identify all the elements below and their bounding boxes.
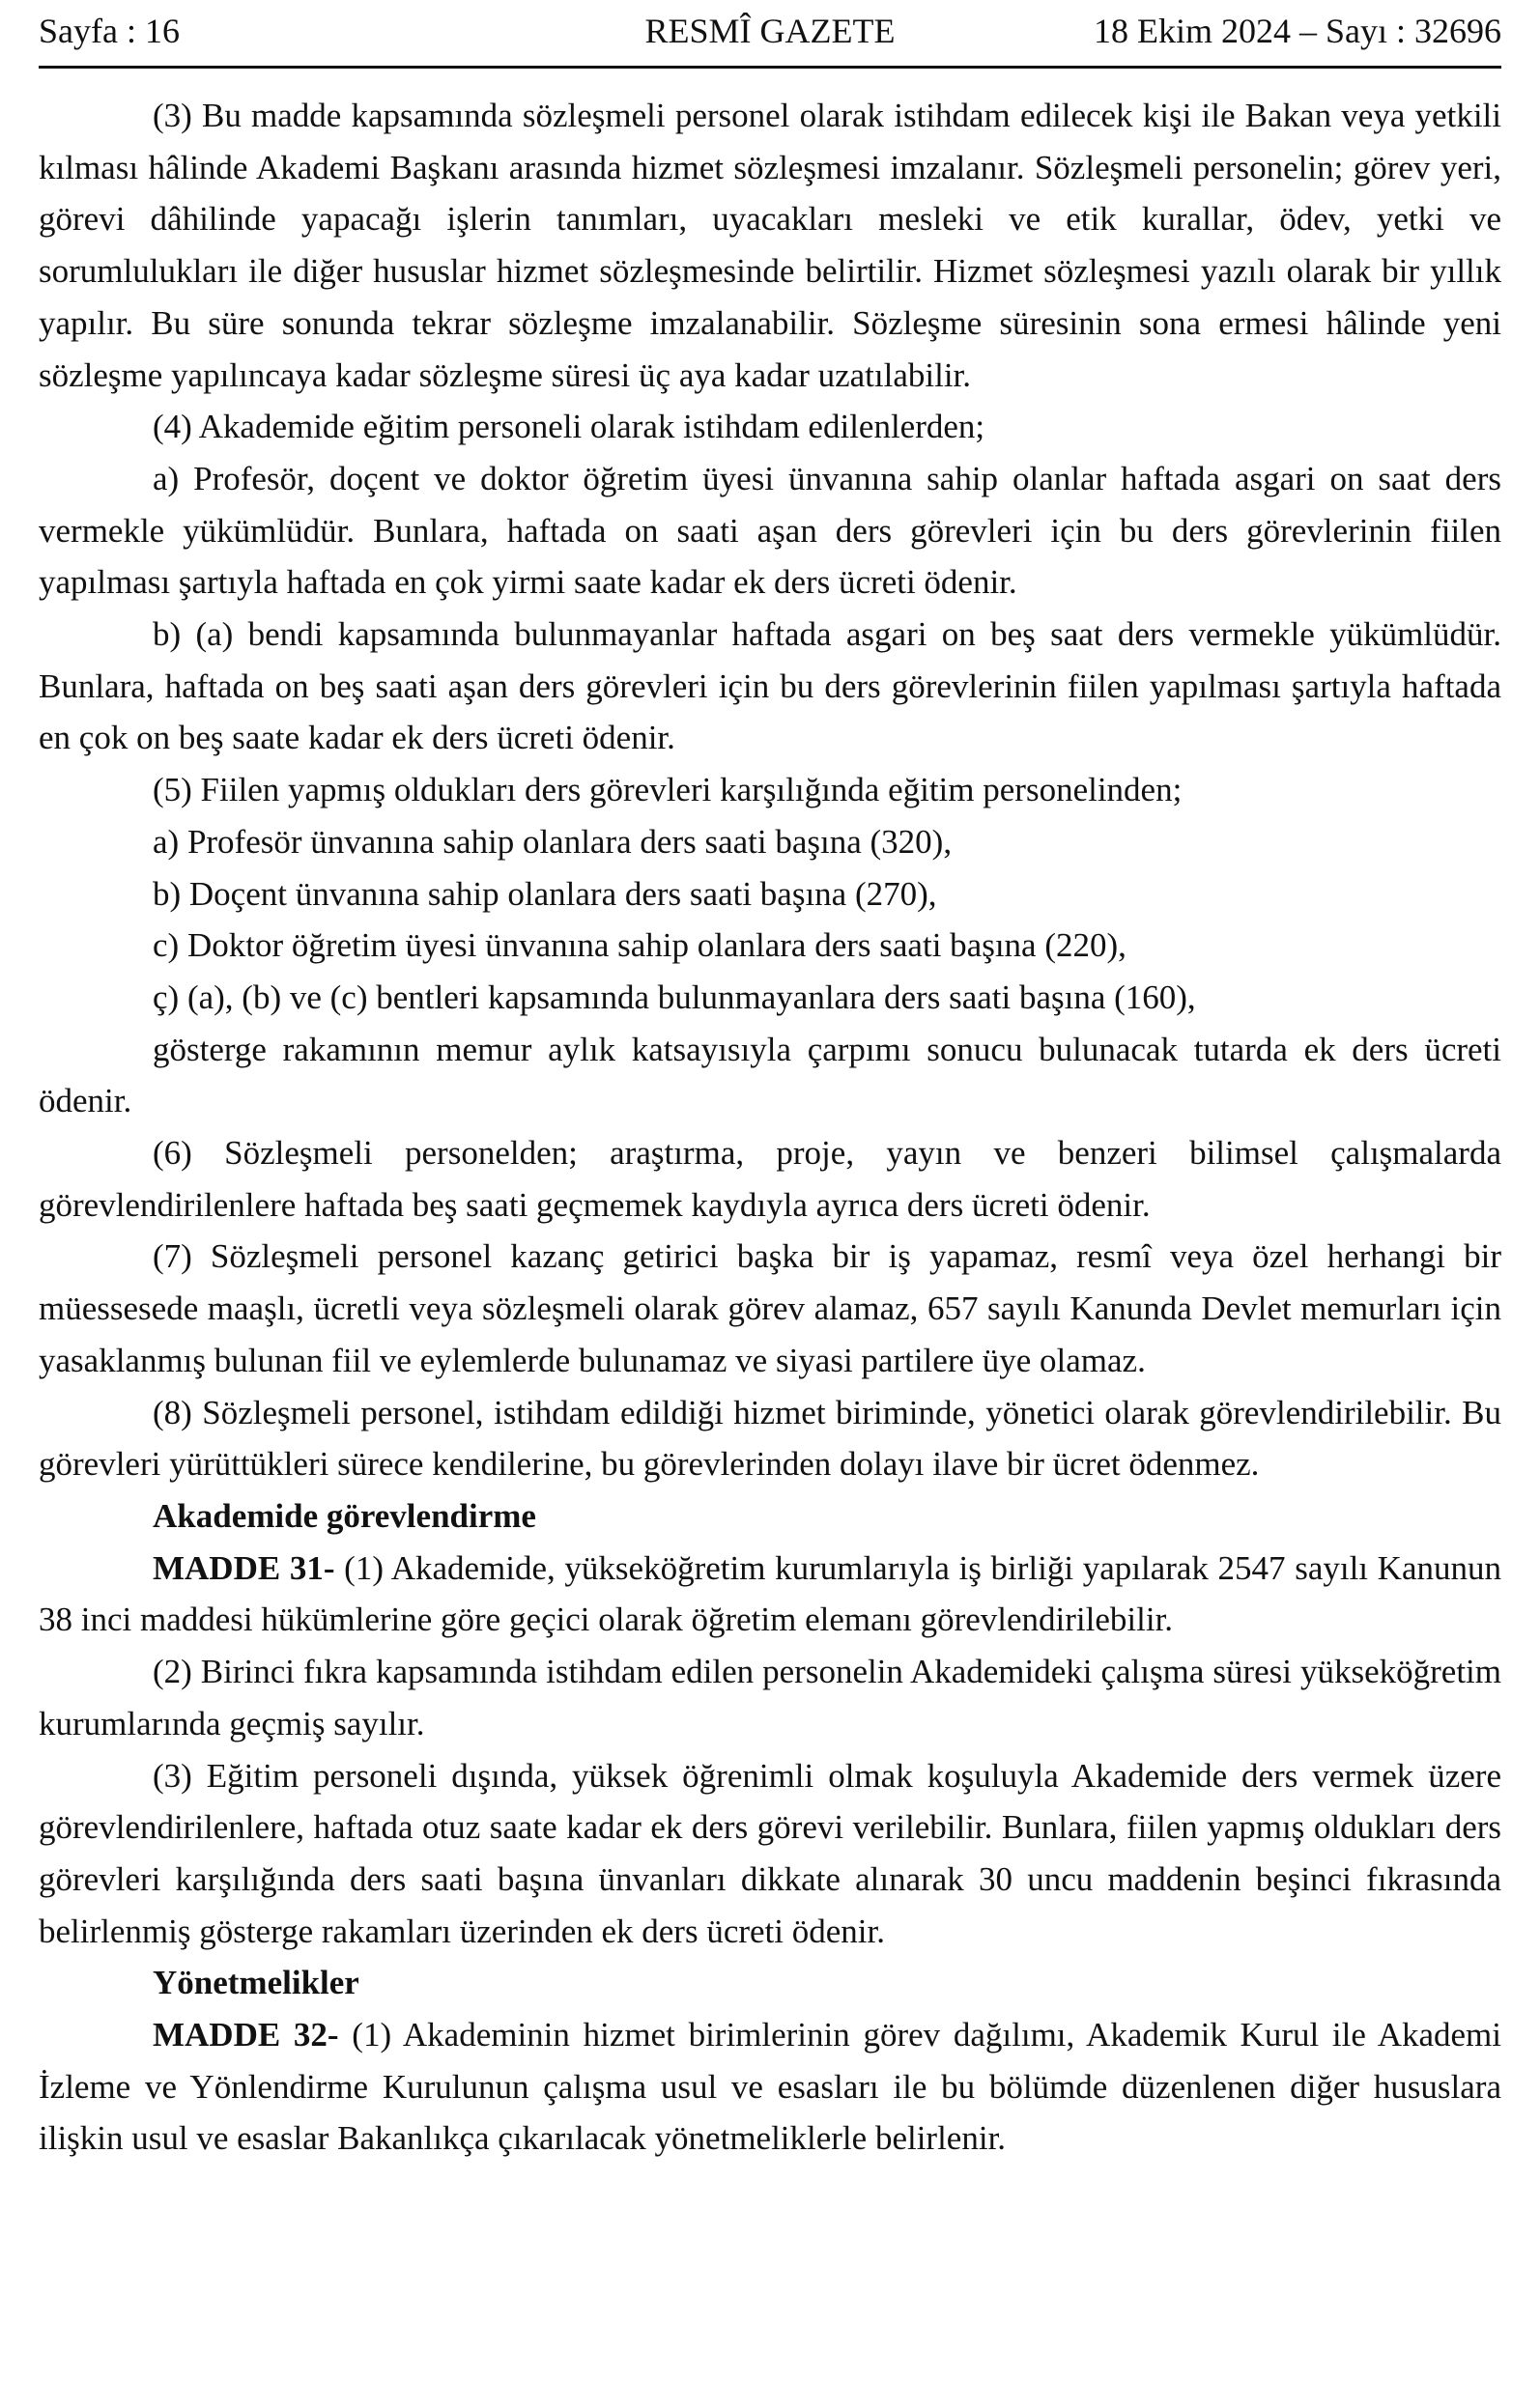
paragraph-fee-b: b) Doçent ünvanına sahip olanlara ders saati başına (270),: [153, 874, 937, 913]
article-32-text: (1) Akademinin hizmet birimlerinin görev dağılımı, Akademik Kurul ile Akademi İzleme ve Yönlendirme Kurulunun çalışma usul ve esasları ile bu bölümde düzenlenen diğer hususlara ilişkin usul ve esaslar Bakanlıkça çıkarılacak yönetmeliklerle belirlenir.: [39, 2016, 1501, 2158]
article-31-paragraph-1: [39, 1543, 1501, 1646]
article-body: [39, 90, 1501, 2165]
paragraph-fee-a: a) Profesör ünvanına sahip olanlara ders saati başına (320),: [153, 822, 953, 861]
issue-date: 18 Ekim 2024 – Sayı : 32696: [1094, 12, 1501, 50]
paragraph-contract: (3) Bu madde kapsamında sözleşmeli personel olarak istihdam edilecek kişi ile Bakan veya yetkili kılması hâlinde Akademi Başkanı arasında hizmet sözleşmesi imzalanır. Sözleşmeli personelin; görev yeri, görevi dâhilinde yapacağı işlerin tanımları, uyacakları mesleki ve etik kurallar, ödev, yetki ve sorumlulukları ile diğer hususlar hizmet sözleşmesinde belirtilir. Hizmet sözleşmesi yazılı olarak bir yıllık yapılır. Bu süre sonunda tekrar sözleşme imzalanabilir. Sözleşme süresinin sona ermesi hâlinde yeni sözleşme yapılıncaya kadar sözleşme süresi üç aya kadar uzatılabilir.: [39, 97, 1501, 394]
article-31-label: MADDE 31-: [153, 1548, 335, 1587]
paragraph-fee-c: c) Doktor öğretim üyesi ünvanına sahip olanlara ders saati başına (220),: [153, 926, 1126, 965]
paragraph-education-staff: (4) Akademide eğitim personeli olarak istihdam edilenlerden;: [153, 408, 985, 446]
section-heading-31: Akademide görevlendirme: [153, 1496, 536, 1535]
page-number: Sayfa : 16: [39, 12, 180, 50]
page-header: [39, 8, 1501, 69]
paragraph-research: (6) Sözleşmeli personelden; araştırma, proje, yayın ve benzeri bilimsel çalışmalarda görevlendirilenlere haftada beş saati geçmemek kaydıyla ayrıca ders ücreti ödenir.: [39, 1134, 1501, 1224]
paragraph-fee-cc: ç) (a), (b) ve (c) bentleri kapsamında bulunmayanlara ders saati başına (160),: [153, 977, 1196, 1016]
section-heading-32: Yönetmelikler: [153, 1964, 359, 2002]
article-31-paragraph-2: (2) Birinci fıkra kapsamında istihdam edilen personelin Akademideki çalışma süresi yükseköğretim kurumlarında geçmiş sayılır.: [39, 1653, 1501, 1742]
paragraph-management: (8) Sözleşmeli personel, istihdam edildiği hizmet biriminde, yönetici olarak görevlendirilebilir. Bu görevleri yürüttükleri sürece kendilerine, bu görevlerinden dolayı ilave bir ücret ödenmez.: [39, 1393, 1501, 1484]
paragraph-item-b: b) (a) bendi kapsamında bulunmayanlar haftada asgari on beş saat ders vermekle yükümlüdür. Bunlara, haftada on beş saati aşan ders görevleri için bu ders görevlerinin fiilen yapılması şartıyla haftada en çok on beş saate kadar ek ders ücreti ödenir.: [39, 615, 1501, 757]
gazette-title: RESMÎ GAZETE: [644, 12, 896, 50]
article-31-text: (1) Akademide, yükseköğretim kurumlarıyla iş birliği yapılarak 2547 sayılı Kanunun 38 inci maddesi hükümlerine göre geçici olarak öğretim elemanı görevlendirilebilir.: [39, 1548, 1501, 1639]
article-32-paragraph-1: [39, 2009, 1501, 2165]
paragraph-fee-intro: (5) Fiilen yapmış oldukları ders görevleri karşılığında eğitim personelinden;: [153, 771, 1183, 809]
article-32-label: MADDE 32-: [153, 2016, 339, 2054]
paragraph-fee-closing: gösterge rakamının memur aylık katsayısıyla çarpımı sonucu bulunacak tutarda ek ders ücreti ödenir.: [39, 1030, 1501, 1120]
paragraph-restrictions: (7) Sözleşmeli personel kazanç getirici başka bir iş yapamaz, resmî veya özel herhangi bir müessesede maaşlı, ücretli veya sözleşmeli olarak görev alamaz, 657 sayılı Kanunda Devlet memurları için yasaklanmış bulunan fiil ve eylemlerde bulunamaz ve siyasi partilere üye olamaz.: [39, 1237, 1501, 1379]
paragraph-item-a: a) Profesör, doçent ve doktor öğretim üyesi ünvanına sahip olanlar haftada asgari on saat ders vermekle yükümlüdür. Bunlara, haftada on saati aşan ders görevleri için bu ders görevlerinin fiilen yapılması şartıyla haftada en çok yirmi saate kadar ek ders ücreti ödenir.: [39, 459, 1501, 602]
article-31-paragraph-3: (3) Eğitim personeli dışında, yüksek öğrenimli olmak koşuluyla Akademide ders vermek üzere görevlendirilenlere, haftada otuz saate kadar ek ders görevi verilebilir. Bunlara, fiilen yapmış oldukları ders görevleri karşılığında ders saati başına ünvanları dikkate alınarak 30 uncu maddenin beşinci fıkrasında belirlenmiş gösterge rakamları üzerinden ek ders ücreti ödenir.: [39, 1756, 1501, 1950]
gazette-page: [39, 0, 1501, 2408]
